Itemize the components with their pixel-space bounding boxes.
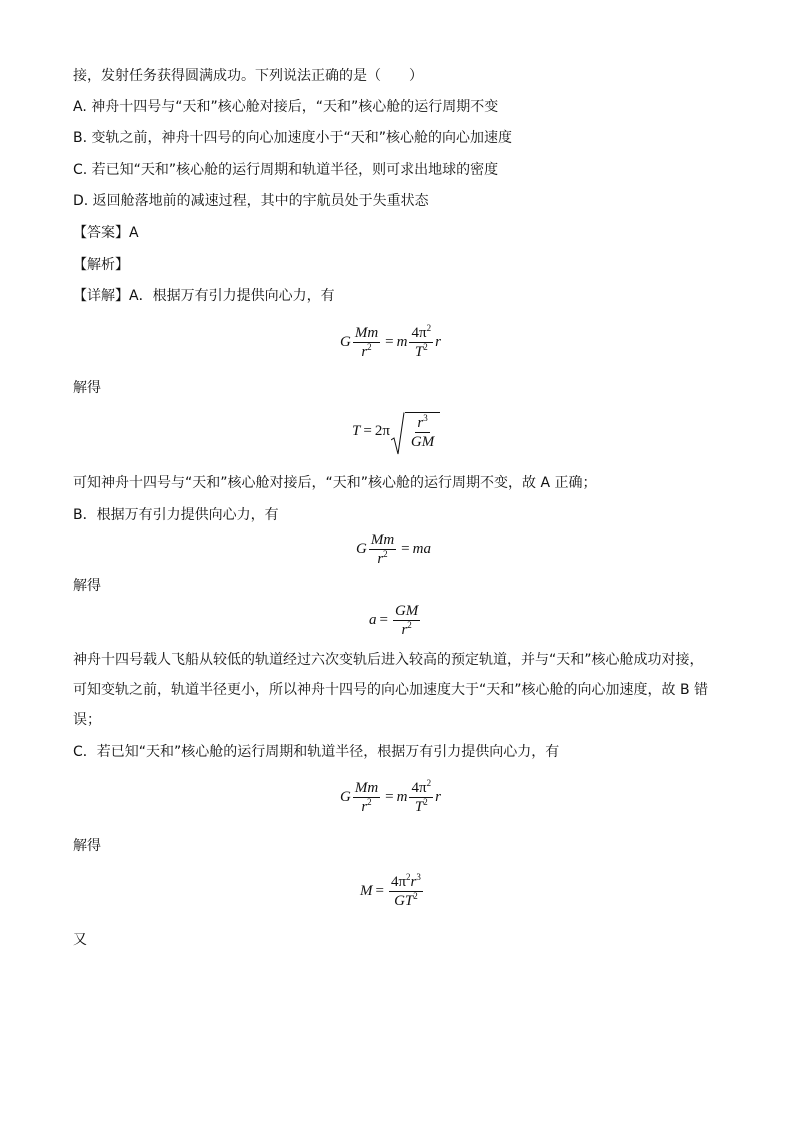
symbol-g: G (340, 789, 351, 805)
text-b-line-1: 神舟十四号载人飞船从较低的轨道经过六次变轨后进入较高的预定轨道，并与“天和”核心舱成功对接， (73, 652, 704, 668)
answer-value: A (129, 225, 139, 241)
denominator: $GT^2$ (394, 891, 418, 909)
denominator: $r^2$ (377, 549, 388, 567)
formula-mass (360, 874, 425, 909)
fraction-r3-over-gm (409, 415, 436, 450)
fraction-4pi2-over-t2 (409, 780, 433, 815)
formula-gravity-period-c (340, 780, 441, 815)
radicand (405, 412, 440, 450)
numerator: Mm (354, 780, 379, 796)
equals-sign: = (401, 541, 410, 557)
option-a: A. 神舟十四号与“天和”核心舱对接后，“天和”核心舱的运行周期不变 (73, 99, 499, 115)
denominator: $r^2$ (361, 797, 372, 815)
option-b: B. 变轨之前，神舟十四号的向心加速度小于“天和”核心舱的向心加速度 (73, 130, 513, 146)
denominator: GM (410, 434, 435, 450)
symbol-ma: ma (412, 541, 431, 557)
answer-line (73, 223, 139, 243)
equals-sign: = (385, 789, 394, 805)
square-root (391, 412, 440, 450)
fraction-4pi2r3-over-gt2 (389, 874, 423, 909)
symbol-a: a (369, 612, 377, 628)
equals-sign: = (385, 334, 394, 350)
numerator: $4\pi^2$ (411, 778, 432, 796)
jiede-label-3: 解得 (73, 838, 101, 854)
symbol-m: m (396, 334, 408, 350)
radical-sign-icon (391, 412, 405, 450)
fraction-4pi2-over-t2 (409, 325, 433, 360)
conclusion-a: 可知神舟十四号与“天和”核心舱对接后，“天和”核心舱的运行周期不变，故 A 正确； (73, 475, 597, 491)
formula-gravity-period (340, 325, 441, 360)
coefficient-two: 2 (374, 422, 383, 439)
symbol-t: T (352, 422, 361, 439)
symbol-r: r (435, 789, 441, 805)
equals-sign: = (379, 612, 388, 628)
option-d: D. 返回舱落地前的减速过程，其中的宇航员处于失重状态 (73, 193, 429, 209)
numerator: Mm (354, 325, 379, 341)
you-label: 又 (73, 932, 87, 948)
equals-sign: = (363, 422, 372, 439)
detail-intro-a: 【详解】A．根据万有引力提供向心力，有 (73, 288, 335, 304)
fraction-gm-over-r2 (393, 603, 420, 638)
denominator: $r^2$ (361, 342, 372, 360)
formula-gravity-acceleration (356, 532, 431, 567)
detail-intro-b: B．根据万有引力提供向心力，有 (73, 507, 279, 523)
symbol-m: m (396, 789, 408, 805)
fraction-mm-over-r2 (353, 325, 380, 360)
equals-sign: = (375, 883, 384, 899)
symbol-g: G (356, 541, 367, 557)
symbol-r: r (435, 334, 441, 350)
numerator: Mm (370, 532, 395, 548)
numerator: $4\pi^2r^3$ (390, 872, 421, 890)
symbol-g: G (340, 334, 351, 350)
text-b-line-3: 误； (73, 712, 101, 728)
question-stem: 接，发射任务获得圆满成功。下列说法正确的是（ ） (73, 68, 423, 84)
detail-intro-c: C．若已知“天和”核心舱的运行周期和轨道半径，根据万有引力提供向心力，有 (73, 744, 560, 760)
symbol-pi: π (382, 422, 390, 439)
denominator: $T^2$ (414, 797, 428, 815)
option-c: C. 若已知“天和”核心舱的运行周期和轨道半径，则可求出地球的密度 (73, 162, 499, 178)
jiede-label-1: 解得 (73, 380, 101, 396)
numerator: GM (394, 603, 419, 619)
numerator: $4\pi^2$ (411, 323, 432, 341)
analysis-label: 【解析】 (73, 257, 129, 273)
symbol-m-capital: M (360, 883, 373, 899)
denominator: $T^2$ (414, 342, 428, 360)
fraction-mm-over-r2 (369, 532, 396, 567)
text-b-line-2: 可知变轨之前，轨道半径更小，所以神舟十四号的向心加速度大于“天和”核心舱的向心加速度，故 B 错 (73, 682, 709, 698)
formula-acceleration (369, 603, 422, 638)
fraction-mm-over-r2 (353, 780, 380, 815)
answer-label: 【答案】 (73, 225, 129, 241)
formula-period (352, 412, 440, 450)
denominator: $r^2$ (401, 620, 412, 638)
numerator: $r^3$ (417, 413, 428, 431)
jiede-label-2: 解得 (73, 578, 101, 594)
